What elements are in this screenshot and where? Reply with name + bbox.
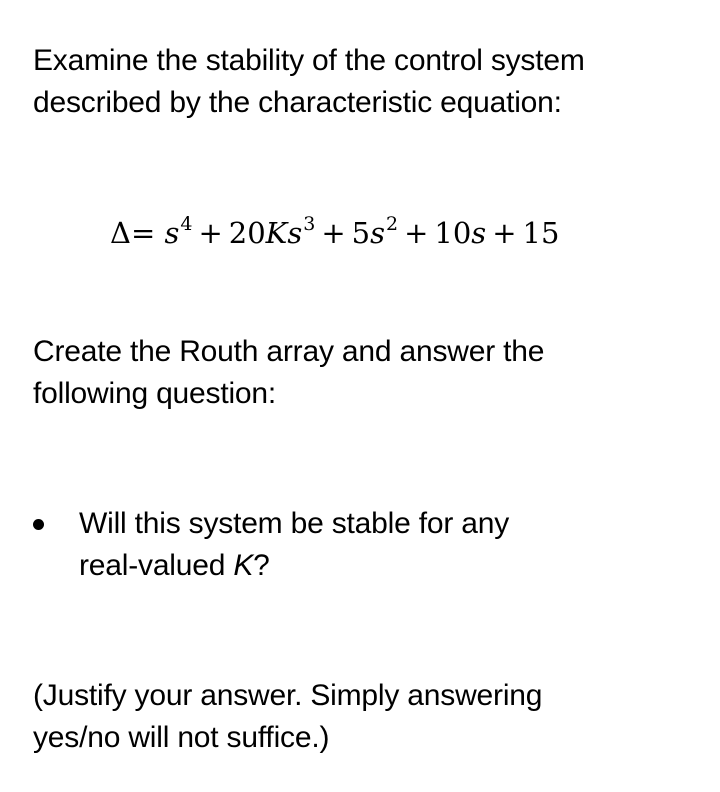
question-line-2-prefix: real-valued <box>79 549 234 582</box>
term-s1-base: s <box>471 216 487 250</box>
characteristic-equation <box>110 212 670 258</box>
term-s4-base: s <box>164 216 180 250</box>
term-s4-exponent: 4 <box>180 213 193 235</box>
plus-operator-2: + <box>321 216 346 250</box>
term-s2-coefficient: 5 <box>351 216 371 250</box>
plus-operator-3: + <box>404 216 429 250</box>
question-variable-k: K <box>233 549 254 582</box>
equation-lhs: Δ= <box>110 216 156 250</box>
intro-line-1: Examine the stability of the control system <box>33 44 585 77</box>
intro-line-2: described by the characteristic equation: <box>33 86 562 119</box>
instruction-paragraph <box>33 331 693 415</box>
note-line-1: (Justify your answer. Simply answering <box>33 679 543 712</box>
bullet-icon <box>33 519 44 530</box>
question-line-2-suffix: ? <box>253 549 270 582</box>
instruction-line-1: Create the Routh array and answer the <box>33 335 545 368</box>
term-s2-exponent: 2 <box>385 213 399 235</box>
question-text <box>79 503 639 587</box>
term-s3-coefficient: 20 <box>228 216 266 250</box>
instruction-line-2: following question: <box>33 377 277 410</box>
plus-operator-1: + <box>198 216 223 250</box>
term-s3-k: K <box>265 216 288 250</box>
question-line-1: Will this system be stable for any <box>79 507 510 540</box>
intro-paragraph <box>33 40 693 124</box>
plus-operator-4: + <box>492 216 517 250</box>
term-constant: 15 <box>522 216 560 250</box>
term-s3-base: s <box>287 216 303 250</box>
term-s3-exponent: 3 <box>303 213 316 235</box>
note-line-2: yes/no will not suffice.) <box>33 721 330 754</box>
term-s1-coefficient: 10 <box>434 216 472 250</box>
question-line-2 <box>79 545 639 587</box>
justification-note <box>33 675 693 759</box>
term-s2-base: s <box>370 216 385 250</box>
